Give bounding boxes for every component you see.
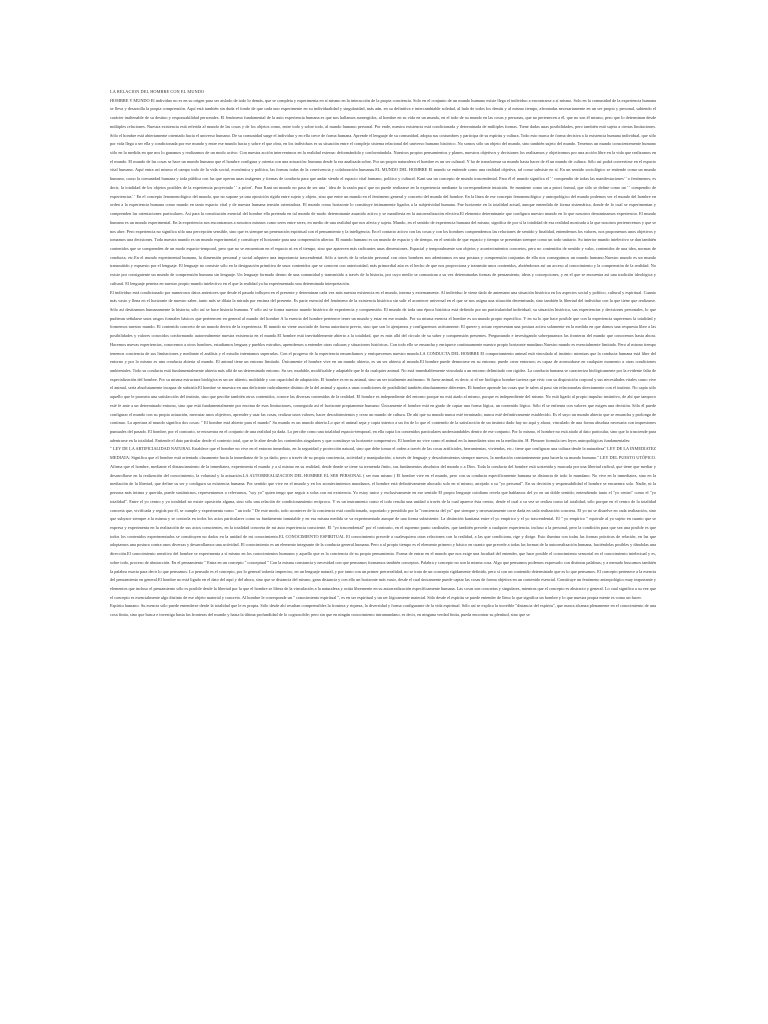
- paragraph: HOMBRE Y MUNDO El individuo no es en su origen para ser aislado de todo lo demás, que se completa y experimenta en sí mismo en la interacción de la propia conciencia. Solo en el conjunto de un mundo humano existe llega el individuo a encontrarse a sí mismo. Solo en la comunidad de la experiencia humana se lleva y desarrolla la propia comprensión. Aquí está también sin duda el fondo de que cada uno experimente en su individualidad y singularidad, más aún, en su definitiva e intercambiable soledad, al lado de todos los demás y al mismo tiempo, afrontadas necesariamente en un ser propio y personal, sabiendo el carácter inalienable de su destino y responsabilidad personales. El fenómeno fundamental de la auto experiencia humana es que nos hallamos sumergidos, al hombre en su vida en un mundo, en el todo de su mundo en las cosas y personas, que no pertenecen a él, que no son él mismo, pero que lo determinan desde múltiples relaciones. Nuestra existencia está referida al mundo de las cosas y de los objetos como, entre todo y sobre todo, al mundo humano personal. Por ende, nuestra existencia está condicionada y determinada de múltiples formas. Tiene dadas unas posibilidades, pero también está sujeta a ciertas limitaciones. Sólo el hombre está abiertamente orientado hacia el universo humano. De su comunidad surge el individuo y en ella crece de forma humana. Aprende el lenguaje de su comunidad, adopta sus costumbres y participa de su espíritu y cultura. Todo esto marca de forma decisiva a la existencia humana individual, que sólo por vida llega a ser ella y condicionada por ese mundo y entre ese mundo hacia y sobre el que obra, en los individuos es su situación entre el complejo sistema relacional del universo humano histórico. No somos sólo un objeto del mundo, sino también sujeto del mundo. Tenemos un mundo conscientemente humano sólo en la medida en que nos lo ganamos y realizamos de un modo activo. Con nuestra acción intervenimos en la realidad externa: deformándola y conformándola. Nuestros propios pensamientos y planes, nuestros objetivos y decisiones los realizamos y objetivamos por una acción libre en la vida que realizamos en el mundo. El mundo de las cosas se hace un mundo humano que el hombre configura y orienta con una actuación: humana desde la era analizada sobre. Por un propio naturaleza el hombre es un ser cultural. Y ha de transformar su mundo hasta hacer de él un mundo de cultura. Sólo así podrá convertirse en el espacio vital humano. Aquí entra así mismo el campo todo de la vida social, económica y política, las formas todas de la convivencia y colaboración humanas.EL MUNDO DEL HOMBRE El mundo se entiende como una realidad objetiva, tal como subsiste en sí. En un sentido sociológico se entiende como un mundo humano, como la comunidad humana y toda pública con las que operan unas imágenes y formas de conducta para que andar siendo el espacio vital humano, político y cultural. Kant usa un concepto de mundo trascendental. Para él el mundo significa el ' ' compendio de todas las manifestaciones' ' o fenómenos; es decir, la totalidad de los objetos posibles de la experiencia proyectada ' ' a priori'. Para Kant un mundo no pasa de ser una ' idea de la razón pura' que no puede realizarse en la experiencia mediante la correspondiente intuición. Se mantiene como un a priori formal, que sólo se define como un ' ' compendio de experiencias.' ' En el concepto fenomenológico del mundo, que no supone ya una oposición rígida entre sujeto y objeto, sino que entre un mundo en el fenómeno general y concreto del mundo del hombre. En la línea de ese concepto fenomenológico y antropológico del mundo podemos ver el mundo del hombre en orden a la experiencia humana como mundo en tanto espacio vital y de nuestra humana tensión orientadora. El mundo como horizonte lo constituye íntimamente ligados a la subjetividad humana. Fue horizonte en la totalidad actual, aunque entendida de forma sistemática, donde de lo cual se experimentan y comprenden las orientaciones particulares. Así para la constitución esencial del hombre ella pretenda en tal mundo de modo determinante asumido activo y se manifiesta en la autorrealización efectiva.El elemento determinante que configura nuestro mundo en lo que nosotros denominamos experiencia. El mundo humano es un mundo experimental. En la experiencia nos encontramos a nosotros mismos como seres entre seres, en medio de una realidad que nos afecta y sujeta. Mundo, en el sentido de experiencia humana del mismo, significa de por sí la totalidad de esa realidad mostrada a la que nosotros pertenecemos y que se nos abre. Pero experiencia no significa sólo una percepción sensible, sino que es siempre un penetración espiritual con el pensamiento y la inteligencia. En el contacto activo con las cosas y con los hombres comprendemos las relaciones de sentido y finalidad, entendemos los valores, nos proponemos unos objetivos y tomamos una decisiones. Toda nuestra mundo es un mundo experimental y constituye el horizonte para una comprensión ulterior. El mundo humano es un mundo de espacio y de tiempo, en el sentido de que espacio y tiempo se presentan siempre como un todo unitario. Su interior mundo intelectivo se dan también contenidos que se comprenden de un modo espacio-temporal, pero que no se encuentran en el espacio ni en el tiempo, sino que aparecen más radicantes unas dimensiones. Espacial y temporalmente son objetos y acontecimientos concretos, pero no contenidos de sentido y valor, contenidos de una idea, normas de conducta, etc.En el mundo experimental humano, la dimensión personal y social adquiere una importancia trascendental. Sólo a través de la relación personal con otros hombres nos adentramos en una postura y comprensión conjuntas de ella nos conseguimos un mundo humano.Nuestro mundo es un mundo transmitido y expuesto por el lenguaje. El lenguaje no consiste sólo en la designación primitiva de unos contenidos que se conocen con anterioridad; más primordial aún es el hecho de que nos proporciona y transmite unos contenidos, abriéndonos así un acceso al conocimiento y la comprensión de la realidad. No existe por consiguiente un mundo de comprensión humana sin lenguaje. Un lenguaje formado dentro de una comunidad y transmitido a través de la historia, por cuyo medio se comunican a su vez determinadas formas de pensamiento, ideas y concepciones, y en el que se encuentra así una tradición ideológica y cultural. El lenguaje penetra en nuestro propio mundo intelectivo en el que la realidad ya ha experimentado una determinada interpretación.: [110, 97, 656, 286]
- paragraph: Espíritu humano. Su esencia sólo puede entenderse desde la totalidad que le es propia. Sólo desde ahí resultan comprensibles la frontera y riqueza, la diversidad y forma configurante de la vida espiritual. Sólo así se explica la increíble "distancia del espíritu", que nunca alcanza plenamente en el conocimiento de una cosa finita, sino que busca e investiga hasta las fronteras del mundo y hasta la última profundidad de lo cognoscible; pero sin que en ningún conocimiento intramundano, es decir, en ninguna verdad finita, pueda encontrar su plenitud, sino que se: [110, 603, 656, 618]
- document-body: [110, 88, 656, 620]
- paragraph: El individuo está condicionado por numerosos datos anteriores que desde el pasado influyen en el presente y determinan cada vez más nuestra existencia en el mundo, interna y externamente. Al individuo le viene dado de antemano una situación histórica en los aspectos social y político, cultural y espiritual. Cuanto más vasto y llena en el horizonte de nuestro saber, tanto más se dilata la mirada por encima del presente. Es parte esencial del fenómeno de la existencia histórica sin salir el acontecer universal en el que se nos asigna una situación determinada, sino también la libertad del individuo con la que tiene que realizarse. Sólo así destinamos humanamente la historia; sólo así se hace historia humana. Y sólo así se forma nuestro mundo histórico de experiencia y comprensión. El mundo de toda una época histórica está definido por un particularidad individual, su situación histórica, sus experiencias y decisiones personales, lo que pudieran señalarse unos rasgos formales básicos que pertenecen en general al mundo del hombre A la esencia del hombre pertenece tener un mundo y estar en ese mundo. Por su misma esencia el hombre es un mundo propio específico. Y en su lo que hace posible que con la experiencia superemos la totalidad y formemos nuestro mundo. El contenido concreto de un mundo deriva de la experiencia. El mundo no viene asociado de forma autoritario previo, sino que son lo ajenjamos y configuremos activamente. El querer y actuar representan una postura activa solamente en la medida en que damos una respuesta libre a las posibilidades y valores conocidos conformando autorrealmente nuestra existencia en el mundo.El hombre está inevitablemente abierto a la totalidad, que es más allá del círculo de su saber y comprensión presentes. Preguntando e investigando sobrepasamos las fronteras del mundo que conocemos hasta ahora. Hacemos nuevas experiencias, conocemos a otros hombres, estudiamos lenguas y pueblos extraños, aprendemos a entender otras culturas y situaciones históricas. Con todo ello se ensancha y enriquece continuamente nuestro propio horizonte mundano.Nuestro mundo es esencialmente limitado. Pero al mismo tiempo tenemos conciencia de sus limitaciones y mediante el análisis y el estudio intentamos superarlas. Con el progreso de la experiencia ensanchamos y enriquecemos nuestro mundo.LA CONDUCTA DEL HOMBRE El comportamiento animal está vinculado al instinto: mientras que la conducta humana está libre del entorno y por lo mismo es una conducta abierta al mundo. El animal tiene un entorno limitado. Únicamente el hombre vive en un mundo abierto, es un ser abierto al mundo.El hombre puede demorarse en su entorno; puede crear entornos; es capaz de acomodarse en cualquier momento a otras condiciones ambientales. Todo su conducta está fundamentalmente abierta más allá de un determinado entorno. Su ser, mudable, modificable y adaptable que le da cualquier animal. No está inmediablemente vinculada a un entorno delimitado con rigidez. La conducta humana se caracteriza biológicamente por la evidente falta de especialización del hombre. Por su misma estructura biológica es un ser abierto, moldable y con capacidad de adaptación. El hombre es en su animal, sino un ser totalmente autónomo. Si fuese animal, es decir, si el ser biológico hombre tuviera que vivir con su disposición corporal y sus necesidades vitales como vive el animal, sería absolutamente incapaz de subsistir.El hombre se muestra en una deficiente radicalmente distinto de la del animal y aporta a unas condiciones de posibilidad también absolutamente diferentes. El hombre aprende las cosas que le salen al paso sin relacionarlas directamente con el instinto. No capta sólo aquello que le prometa una satisfacción del instinto, sino que percibe también otros contenidos, conoce las diversas contenidas de la realidad. El hombre es independiente del entorno porque no está atado al mismo, porque es independiente del mismo. No está ligado al propio impulso instintivo, de ahí que tampoco esté fe ante a un determinado entorno, sino que está fundamentalmente por encima de esas limitaciones, conseguido así el horizonte propiamente humano: Únicamente el hombre está en grado de captar una forma lógica, un contenido lógico. Sólo él se enfrenta con valores que exigen una decisión. Sólo él puede configurar el mundo con su propia actuación, mercutar unos objetivos, aprender y usar las cosas, realizar unos valores, hacer descubrimientos y crear un mundo de cultura. De ahí que su mundo nunca esté terminado, nunca esté definitivamente establecido. Es el suyo un mundo abierto que se ensancha y prolonga de continuo. La apertura al mundo significa dos cosas: " El hombre está abierto para el mundo" Su mundo es un mundo abierto.Lo que el animal sepa y capta interior a un fin de lo que el contenido de la satisfacción de un instinto dado hay no aquí y ahora, vinculado de una forma absoluta necesaria con impresiones puntuales del pasado. El hombre, por el contrario, se encuentra en el conjunto de una realidad ya dada. Lo percibe como una totalidad espacio-temporal, en ella capta los contenidos particulares understandables dentro de ese conjunto. Por lo mismo, el hombre no está atado al dato particular, sino que lo trasciende para adentrarse en la totalidad. Entiende el dato particular desde el contexto total, que se le abre desde los contenidos singulares y que constituye su horizonte comprensivo. El hombre no vive como el animal en la inmediatez sino en la mediación. H. Plessner formula tres leyes antropológicas fundamentales:: [110, 289, 656, 443]
- paragraph: " LEY DE LA ARTIFICIALIDAD NATURAL Establece que el hombre no vive en el entorno inmediato, en la seguridad y protección natural, sino que debe tomar el orden a través de las cosas artificiales, herramientas, viviendas, etc.; tiene que configurar una cultura desde la naturaleza" LEY DE LA INMEDIATEZ MEDIATA: Significa que el hombre está orientado claramente hacia la inmediatez de lo ya dado, pero a través de su propia conciencia, actividad y manipulación; a través de lenguaje y descubrimientos siempre nuevos, la mediación constantemente para hacerla su mundo humano." LEY DEL PUESTO UTÓPICO. Afirma que el hombre, mediante el distanciamiento de la inmediatez, experimenta el mundo y a sí mismo en su realidad, desde donde se tiene su tremenda finito, sus fundamentos absolutos del mundo o a Dios. Toda la conducta del hombre está sostenida y marcada por una libertad radical, que tiene que mediar y desarrollarse en la realización del conocimiento, la voluntad y la actuación.LA AUTORREALIZACION DEL HOMBRE EL SER PERSONAL ( ser mas mismo ) El hombre vive en el mundo, pero con su conducta específicamente humana se distancia de todo lo mundano. No vive en la inmediatez, sino en la mediación de la libertad, que define su ser y configura su existencia humana. Por sentido que vive en el mundo y en los acontecimientos mundanos, el hombre está definitivamente abocado solo en sí mismo, arrojado a su "yo personal". En su decisión y responsabilidad el hombre se encuentra solo. Nadie, ni la persona más íntima y querida, puede sustituirnos, representarnos o relevarnos, "soy yo" quien tengo que seguir a solas con mi existencia. Yo estoy unico y exclusivamente en ese sentido El propio lenguaje cotidiano revela que hablamos del yo en un doble sentido; entendiendo tanto el "yo centro" como el "yo totalidad". Entre el yo centro y yo totalidad no existe oposición alguna, sino sólo una relación de condicionamiento recíproco. Y es un instrumento como el todo resulta una unidad a través de la cual aparece ésta centro, desde el cual a su vez se realiza como tal totalidad; sólo porque en el centro de la totalidad concreta que, vivificada y regida por él, se cumple y experimenta como " un todo " De este modo, todo acontecer de la conciencia está condicionado, soportado y presidido por la "conciencia del yo" que siempre y necesariamente corre dada en cada realización concreta. El yo no se disuelve en cada realización, sino que subyace siempre a la misma y se controla en todos los actos particulares como su fundamento inmutable y en esa misma medida se va experimentado aunque de una forma subsistente. La distinción kantiana entre el yo empírico y el yo trascendental. El " yo empírico " equivale al yo sujeto en cuanto que se expresa y experimenta en la realización de sus actos conscientes, en la totalidad concreta de mi auto experiencia consciente. El "yo trascendental" por el contrario, en el supremo punto cardinales, que también precede a cualquier experiencia, incluso a la personal, pero la condición para que sea una posible es que todos los contenidos experimentados se constituyen no dados en la unidad de mi conocimiento.EL CONOCIMIENTO ESPIRITUAL El conocimiento precede a cualesquiera otras relaciones con la realidad, a las que condiciona, rige y dirige. Esto ilumina con todas las formas prácticas de relación, en las que adoptamos una postura contra unos diversas y desarrollamos una actividad. El conocimiento es un elemento integrante de la conducta general humana. Pero a al propio tiempo es el elemento primero y básico en cuanto que precede a todas las formas de la autorrealización humana, haciéndolas posibles y dándolas una dirección.El conocimiento sensitivo del hombre se experimenta a sí mismo en los conocimientos humanos y aquello que es la conciencia de su propio pensamiento. Forma de entrar en el mundo que nos exige una facultad del entender, que hace posible el conocimiento sensorial en el conocimiento intelectual y es, sobre todo, proceso de abstracción. En el pensamiento " Entra en un concepto " conceptual " Con la misma constancia y necesidad con que pensamos formamos también conceptos. Palabra y concepto no son la misma cosa. Algo que pensamos podemos expresarlo con distintas palabras; y a menudo buscamos también la palabra exacta para decir lo que pensamos. Lo pensado es el concepto, por lo general todavía impreciso, en un lenguaje natural, y por tanto con un primer prerrrealidad, no se trata de un concepto rigidamente definido, pero sí con un contenido determinado que es lo que pensamos. El concepto pertenece a la esencia del pensamiento en general.El hombre no está ligado en el dato del aquí y del ahora, sino que se distancia del mismo, gana distancia y con ello un horizonte más vasto, desde el cual únicamente puede captar las cosas de forma objetiva en un contenido esencial. Constituye un fenómeno antropológico muy importante y elementos que incluso el pensamiento sólo es posible desde la libertad por la que el hombre se libera de la vinculación a la naturaleza y actúa libremente en su autorrealización específicamente humana. Las cosas son concretas y singulares, mientras que el concepto es abstracto y general. Lo cual significa a su vez que el concepto es esencialmente algo distinto de ese objeto material y concreto. Al hombre le corresponde un " conocimiento espiritual ", es en ser espiritual y un ser lógicamente material. Sólo desde el espíritu se puede entender de lleno lo que significa un hombre y lo que nuestra propia mente es como un hacer.: [110, 446, 656, 600]
- document-title: LA RELACION DEL HOMBRE CON EL MUNDO: [110, 89, 205, 94]
